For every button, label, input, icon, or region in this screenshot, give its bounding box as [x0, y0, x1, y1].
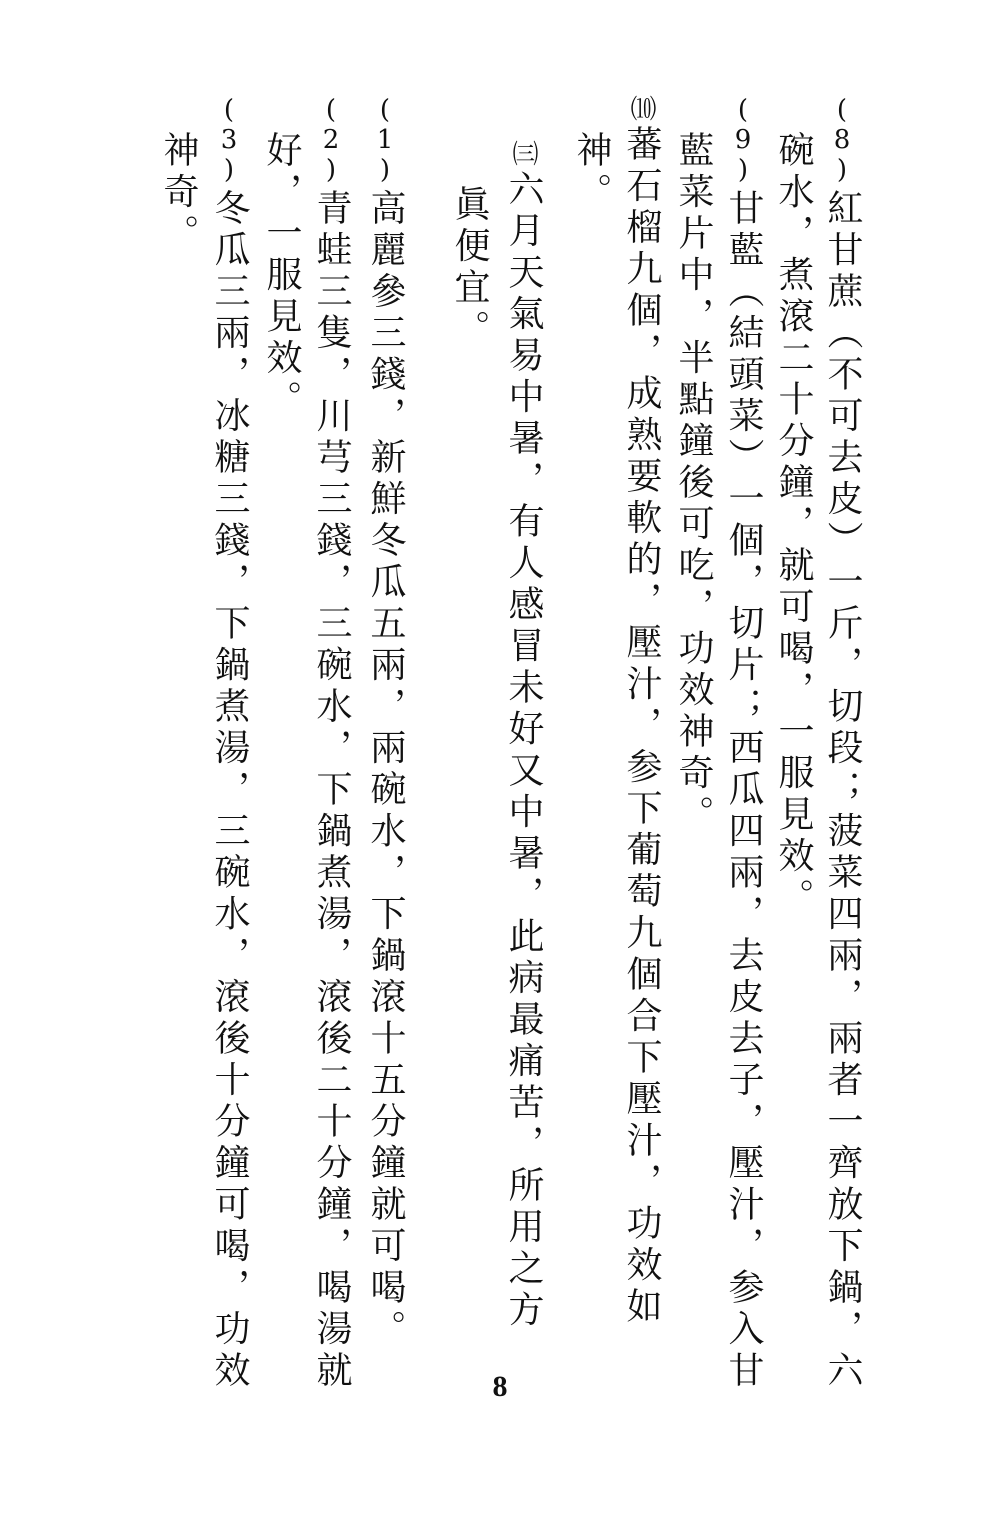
item-marker: ⑽	[626, 95, 656, 121]
section-text: 六月天氣易中暑，有人感冒未好又中暑，此病最痛苦，所用之方	[503, 170, 544, 1332]
item-marker: (9)	[728, 95, 758, 185]
section-3-heading-line-2	[444, 185, 494, 351]
page-number: 8	[492, 1370, 508, 1403]
remedy-2-line-1	[306, 95, 356, 1393]
recipe-text: 蕃石榴九個，成熟要軟的，壓汁，参下葡萄九個合下壓汁，功效如	[621, 125, 662, 1329]
recipe-text: 神。	[571, 131, 612, 214]
remedy-3-line-1	[204, 95, 254, 1393]
remedy-text: 好，一服見效。	[261, 131, 302, 422]
section-3-heading-line-1	[498, 140, 548, 1332]
section-text: 眞便宜。	[449, 185, 490, 351]
item-marker: (2)	[316, 95, 346, 185]
section-marker: ㈢	[508, 140, 538, 166]
recipe-10-line-1	[616, 95, 666, 1329]
recipe-9-line-2	[668, 131, 718, 837]
item-marker: (1)	[370, 95, 400, 185]
item-marker: (8)	[827, 95, 857, 185]
recipe-text: 藍菜片中，半點鐘後可吃，功效神奇。	[673, 131, 714, 837]
remedy-2-line-2	[256, 131, 306, 422]
remedy-text: 神奇。	[158, 131, 199, 256]
recipe-10-line-2	[566, 131, 616, 214]
item-marker: (3)	[214, 95, 244, 185]
remedy-text: 冬瓜三兩，冰糖三錢，下鍋煮湯，三碗水，滾後十分鐘可喝，功效	[209, 189, 250, 1393]
recipe-text: 甘藍（結頭菜）一個，切片；西瓜四兩，去皮去子，壓汁，参入甘	[723, 189, 764, 1393]
recipe-9-line-1	[718, 95, 768, 1393]
remedy-text: 高麗參三錢，新鮮冬瓜五兩，兩碗水，下鍋滾十五分鐘就可喝。	[365, 189, 406, 1351]
recipe-8-line-2	[768, 131, 818, 920]
remedy-1	[360, 95, 410, 1351]
remedy-text: 青蛙三隻，川芎三錢，三碗水，下鍋煮湯，滾後二十分鐘，喝湯就	[311, 189, 352, 1393]
recipe-text: 碗水，煮滾二十分鐘，就可喝，一服見效。	[773, 131, 814, 920]
recipe-text: 紅甘蔗（不可去皮）一斤，切段；菠菜四兩，兩者一齊放下鍋，六	[822, 189, 863, 1393]
remedy-3-line-2	[153, 131, 203, 256]
recipe-8-line-1	[817, 95, 867, 1393]
